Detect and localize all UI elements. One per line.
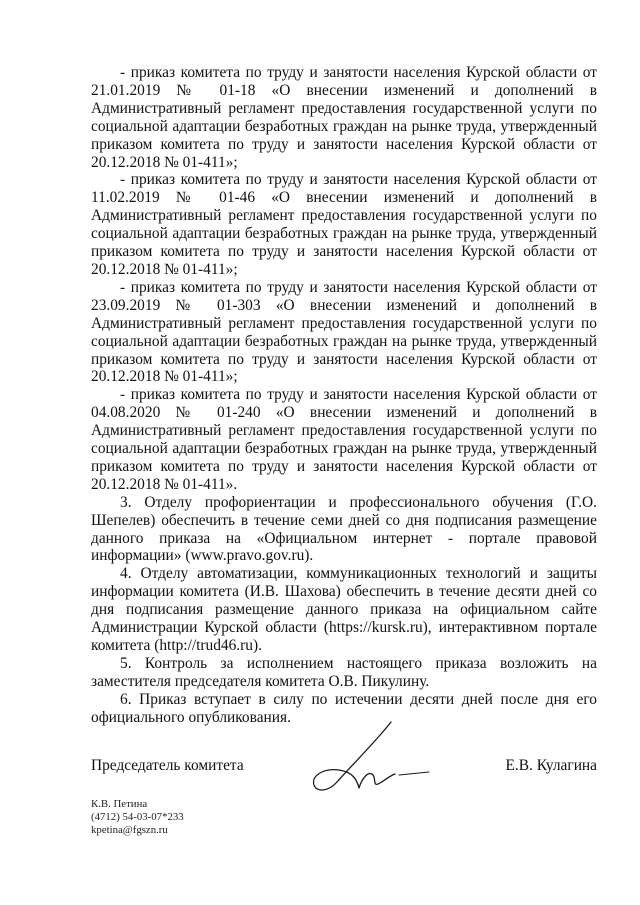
executor-contacts bbox=[91, 798, 184, 838]
clause-6-paragraph: 6. Приказ вступает в силу по истечении десяти дней после дня его официального опубликования. bbox=[91, 690, 597, 726]
order-item-paragraph: - приказ комитета по труду и занятости населения Курской области от 11.02.2019 № 01-46 «О внесении изменений и дополнений в Административный регламент предоставления государственной услуги по социальной адаптации безработных граждан на рынке труда, утвержденный приказом комитета по труду и занятости населения Курской области от 20.12.2018 № 01-411»; bbox=[91, 171, 597, 278]
order-item-paragraph: - приказ комитета по труду и занятости населения Курской области от 04.08.2020 № 01-240 «О внесении изменений и дополнений в Административный регламент предоставления государственной услуги по социальной адаптации безработных граждан на рынке труда, утвержденный приказом комитета по труду и занятости населения Курской области от 20.12.2018 № 01-411». bbox=[91, 386, 597, 493]
clause-3-paragraph: 3. Отделу профориентации и профессионального обучения (Г.О. Шепелев) обеспечить в течение семи дней со дня подписания размещение данного приказа на «Официальном интернет - портале правовой информации» (www.pravo.gov.ru). bbox=[91, 493, 597, 565]
clause-5-paragraph: 5. Контроль за исполнением настоящего приказа возложить на заместителя председателя комитета О.В. Пикулину. bbox=[91, 654, 597, 690]
order-item-paragraph: - приказ комитета по труду и занятости населения Курской области от 21.01.2019 № 01-18 «О внесении изменений и дополнений в Административный регламент предоставления государственной услуги по социальной адаптации безработных граждан на рынке труда, утвержденный приказом комитета по труду и занятости населения Курской области от 20.12.2018 № 01-411»; bbox=[91, 64, 597, 171]
executor-phone: (4712) 54-03-07*233 bbox=[91, 811, 184, 824]
executor-email: kpetina@fgszn.ru bbox=[91, 824, 168, 837]
executor-name: К.В. Петина bbox=[91, 798, 148, 810]
clause-4-paragraph: 4. Отделу автоматизации, коммуникационных технологий и защиты информации комитета (И.В. Шахова) обеспечить в течение десяти дней со дня подписания размещение данного приказа на официальном сайте Администрации Курской области (https://kursk.ru), интерактивном портале комитета (http://trud46.ru). bbox=[91, 565, 597, 654]
document-body bbox=[91, 64, 597, 727]
signatory-name: Е.В. Кулагина bbox=[505, 757, 597, 774]
signatory-title: Председатель комитета bbox=[91, 757, 244, 774]
handwritten-signature bbox=[307, 718, 437, 798]
order-item-paragraph: - приказ комитета по труду и занятости населения Курской области от 23.09.2019 № 01-303 «О внесении изменений и дополнений в Административный регламент предоставления государственной услуги по социальной адаптации безработных граждан на рынке труда, утвержденный приказом комитета по труду и занятости населения Курской области от 20.12.2018 № 01-411»; bbox=[91, 278, 597, 386]
